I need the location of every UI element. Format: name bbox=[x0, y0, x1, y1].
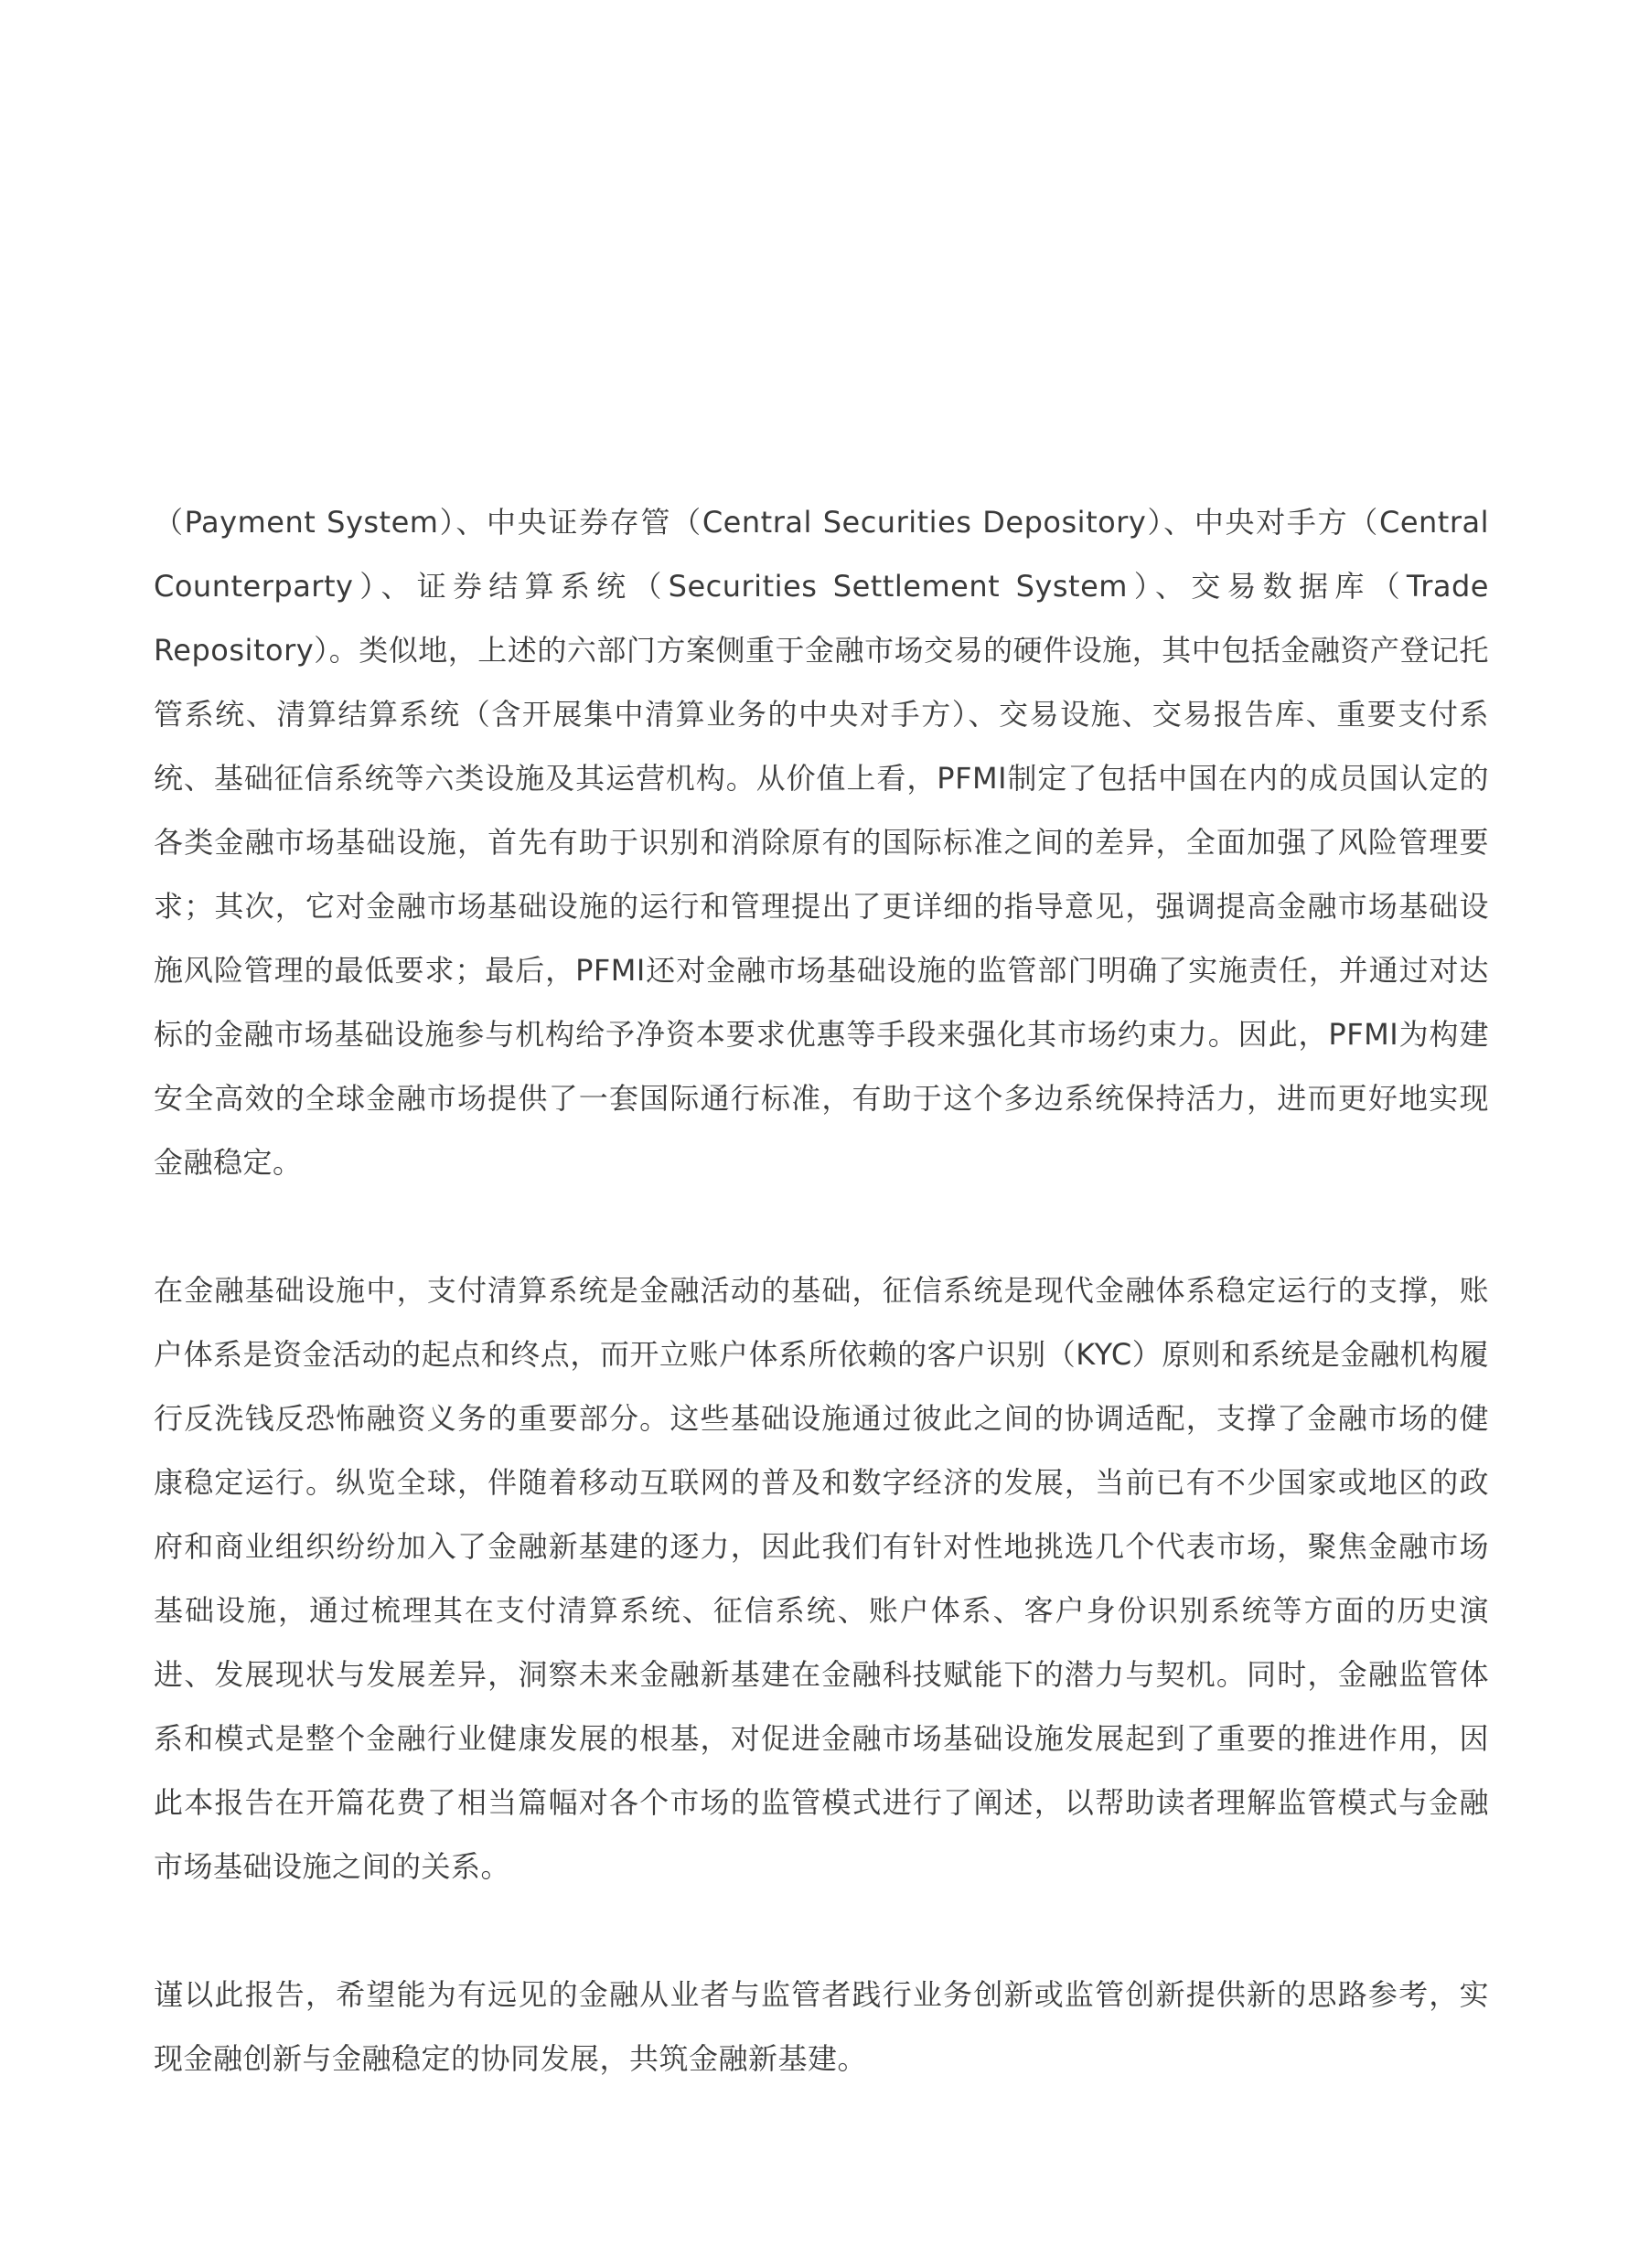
body-text bbox=[154, 490, 1489, 2091]
paragraph-1: （Payment System）、中央证券存管（Central Securities Depository）、中央对手方（Central Counterparty）、证券结算系统（Securities Settlement System）、交易数据库（Trade Repository）。类似地，上述的六部门方案侧重于金融市场交易的硬件设施，其中包括金融资产登记托管系统、清算结算系统（含开展集中清算业务的中央对手方）、交易设施、交易报告库、重要支付系统、基础征信系统等六类设施及其运营机构。从价值上看，PFMI制定了包括中国在内的成员国认定的各类金融市场基础设施，首先有助于识别和消除原有的国际标准之间的差异，全面加强了风险管理要求；其次，它对金融市场基础设施的运行和管理提出了更详细的指导意见，强调提高金融市场基础设施风险管理的最低要求；最后，PFMI还对金融市场基础设施的监管部门明确了实施责任，并通过对达标的金融市场基础设施参与机构给予净资本要求优惠等手段来强化其市场约束力。因此，PFMI为构建安全高效的全球金融市场提供了一套国际通行标准，有助于这个多边系统保持活力，进而更好地实现金融稳定。 bbox=[154, 505, 1489, 1180]
paragraph-2: 在金融基础设施中，支付清算系统是金融活动的基础，征信系统是现代金融体系稳定运行的支撑，账户体系是资金活动的起点和终点，而开立账户体系所依赖的客户识别（KYC）原则和系统是金融机构履行反洗钱反恐怖融资义务的重要部分。这些基础设施通过彼此之间的协调适配，支撑了金融市场的健康稳定运行。纵览全球，伴随着移动互联网的普及和数字经济的发展，当前已有不少国家或地区的政府和商业组织纷纷加入了金融新基建的逐力，因此我们有针对性地挑选几个代表市场，聚焦金融市场基础设施，通过梳理其在支付清算系统、征信系统、账户体系、客户身份识别系统等方面的历史演进、发展现状与发展差异，洞察未来金融新基建在金融科技赋能下的潜力与契机。同时，金融监管体系和模式是整个金融行业健康发展的根基，对促进金融市场基础设施发展起到了重要的推进作用，因此本报告在开篇花费了相当篇幅对各个市场的监管模式进行了阐述，以帮助读者理解监管模式与金融市场基础设施之间的关系。 bbox=[154, 1273, 1489, 1884]
paragraph-3: 谨以此报告，希望能为有远见的金融从业者与监管者践行业务创新或监管创新提供新的思路参考，实现金融创新与金融稳定的协同发展，共筑金融新基建。 bbox=[154, 1977, 1489, 2076]
